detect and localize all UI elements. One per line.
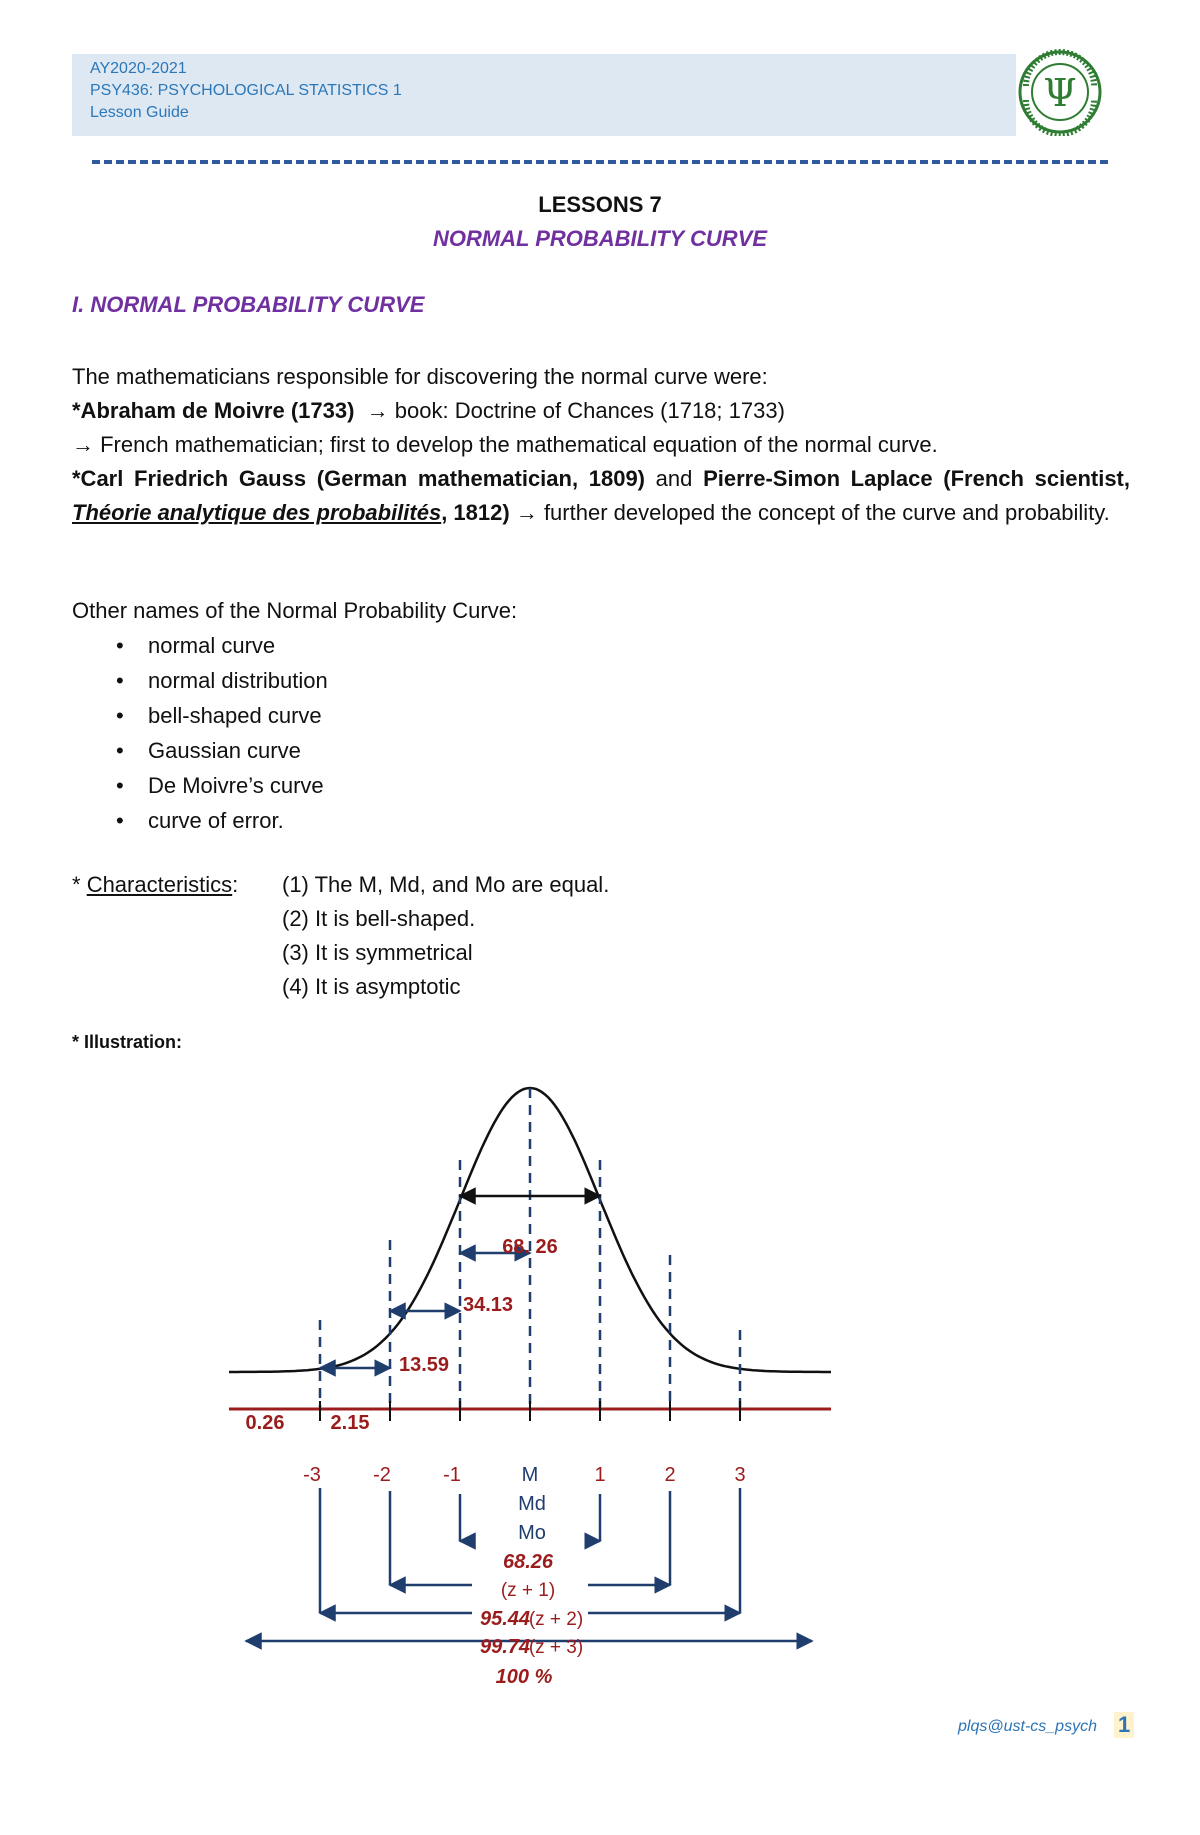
arrow-icon: → (72, 432, 94, 457)
tick-label: 1 (594, 1464, 606, 1486)
list-item: • De Moivre’s curve (72, 768, 1130, 803)
tick-label: 3 (734, 1464, 746, 1486)
lesson-title: NORMAL PROBABILITY CURVE (432, 226, 768, 251)
list-item: (1) The M, Md, and Mo are equal. (282, 872, 610, 897)
area-label-13-59: 13.59 (398, 1354, 450, 1376)
academic-year: AY2020-2021 (90, 60, 187, 77)
moivre-name: *Abraham de Moivre (1733) (72, 398, 355, 423)
course-title: PSY436: PSYCHOLOGICAL STATISTICS 1 (90, 82, 402, 99)
lesson-number: LESSONS 7 (538, 192, 662, 217)
bullet-icon: • (116, 808, 124, 833)
mode-label: Mo (518, 1522, 546, 1544)
span-label-95-44: 95.44 (479, 1608, 531, 1630)
area-label-34-13: 34.13 (462, 1294, 514, 1316)
moivre-book: book: Doctrine of Chances (1718; 1733) (388, 398, 785, 423)
span-sub-z1: (z + 1) (500, 1580, 556, 1601)
bullet-icon: • (116, 668, 124, 693)
area-label-2sd: 2.15 (330, 1412, 370, 1434)
list-item: • bell-shaped curve (72, 698, 1130, 733)
list-item: • curve of error. (72, 803, 1130, 838)
other-names-intro: Other names of the Normal Probability Curve: (72, 598, 518, 623)
span-sub-z3: (z + 3) (528, 1637, 584, 1658)
list-item: • normal distribution (72, 663, 1130, 698)
span-label-100: 100 % (495, 1666, 553, 1688)
list-item: • Gaussian curve (72, 733, 1130, 768)
bullet-icon: • (116, 738, 124, 763)
span-label-99-74: 99.74 (479, 1636, 531, 1658)
list-item: (3) It is symmetrical (282, 940, 473, 965)
list-item: (4) It is asymptotic (282, 974, 461, 999)
svg-text:Ψ: Ψ (1043, 71, 1077, 115)
list-item: (2) It is bell-shaped. (282, 906, 476, 931)
tick-label: -2 (373, 1464, 391, 1486)
intro-line: The mathematicians responsible for discovering the normal curve were: (72, 364, 768, 389)
arrow-icon: → (515, 500, 538, 525)
laplace-work-title: Théorie analytique des probabilités (72, 500, 442, 525)
median-label: Md (518, 1493, 546, 1515)
tick-label: M (521, 1464, 539, 1486)
illustration-label: * Illustration: (72, 1032, 183, 1052)
document-type: Lesson Guide (90, 104, 189, 121)
bullet-icon: • (116, 703, 124, 728)
page-number: 1 (1114, 1712, 1134, 1738)
span-sub-z2: (z + 2) (528, 1609, 584, 1630)
span-label-68-26: 68.26 (502, 1551, 554, 1573)
section-heading: I. NORMAL PROBABILITY CURVE (72, 292, 425, 317)
footer-email: plqs@ust-cs_psych (958, 1718, 1097, 1735)
characteristics-label: * Characteristics: (72, 872, 239, 897)
gauss-laplace-paragraph: *Carl Friedrich Gauss (German mathematician, 1809) and Pierre-Simon Laplace (French scientist, Théorie analytique des probabilités, 1812) → further developed the concept of the curve and probability. (72, 466, 1130, 525)
area-label-tail: 0.26 (245, 1412, 285, 1434)
tick-label: -3 (303, 1464, 321, 1486)
bullet-icon: • (116, 633, 124, 658)
bullet-icon: • (116, 773, 124, 798)
area-label-68-26: 68. 26 (502, 1236, 558, 1258)
tick-label: -1 (443, 1464, 461, 1486)
tick-label: 2 (664, 1464, 676, 1486)
list-item: • normal curve (72, 628, 1130, 663)
moivre-description: → French mathematician; first to develop the mathematical equation of the normal curve. (72, 432, 938, 457)
arrow-icon: → (366, 398, 389, 423)
